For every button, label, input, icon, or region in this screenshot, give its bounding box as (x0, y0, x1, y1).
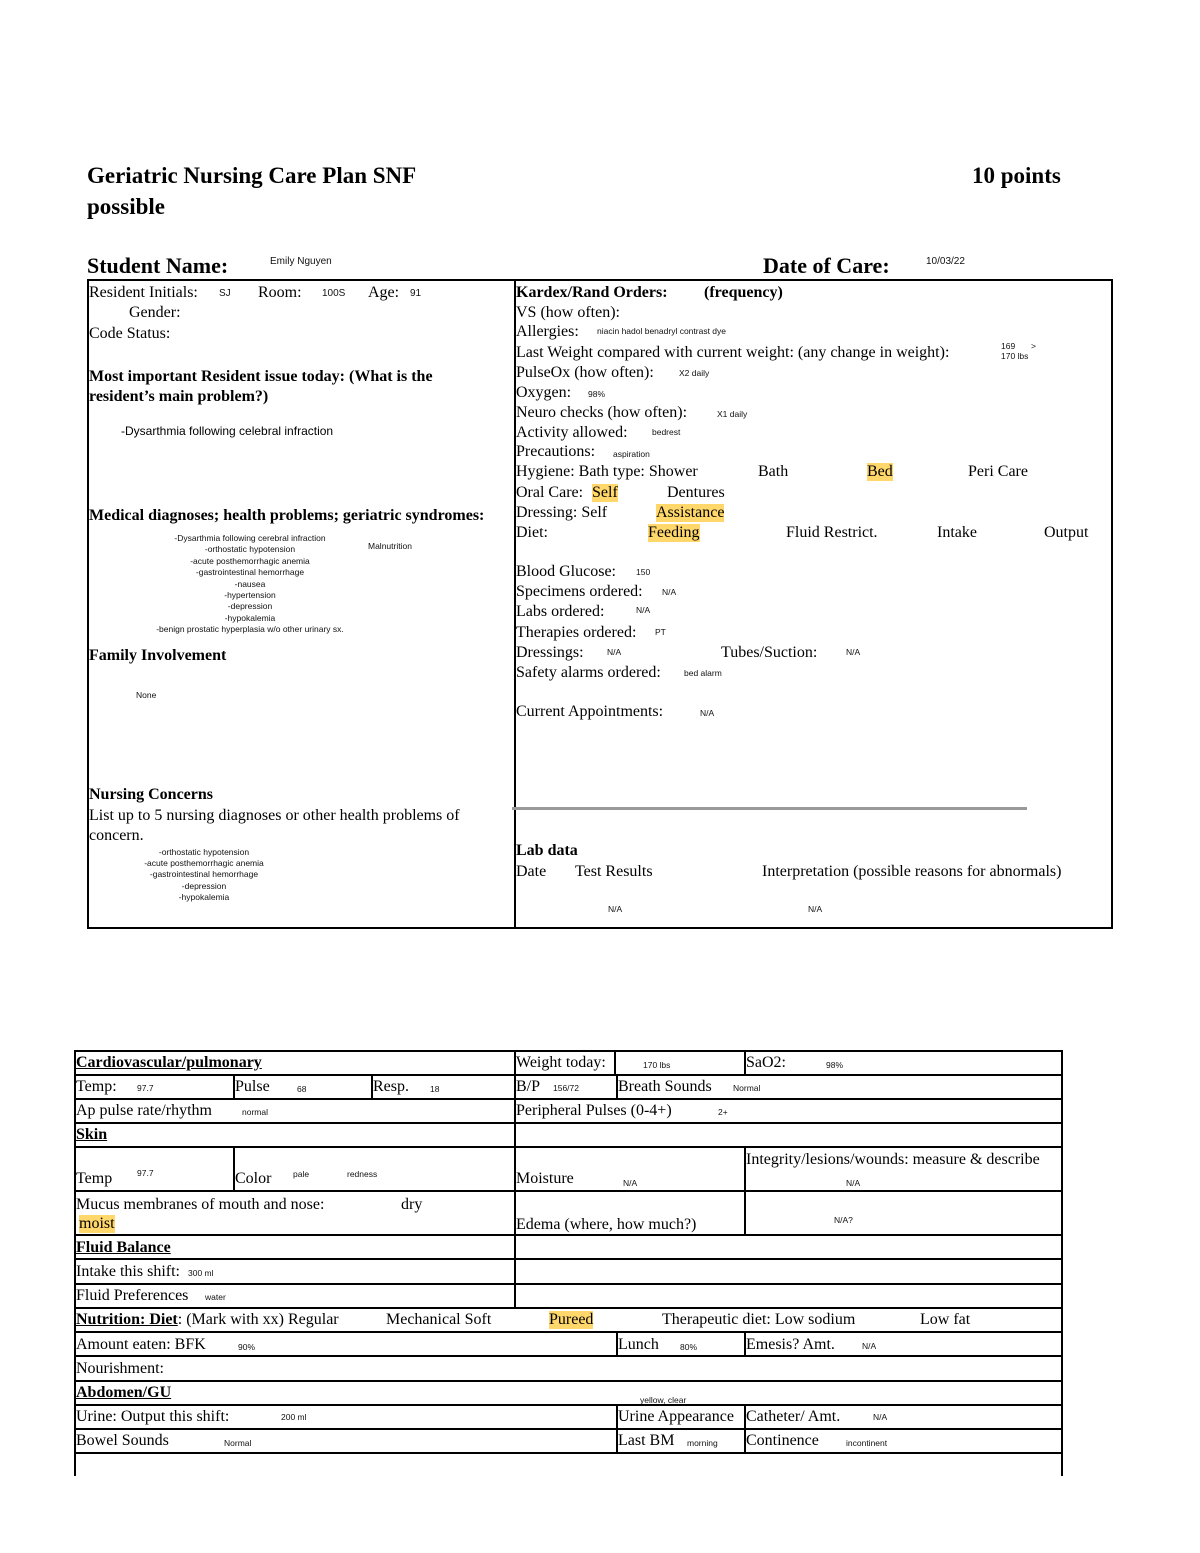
list-item: -nausea (234, 578, 266, 589)
nursing-concerns-desc: List up to 5 nursing diagnoses or other health problems of concern. (89, 807, 460, 844)
nursing-concerns-heading: Nursing Concerns (89, 786, 214, 803)
allergies-value: niacin hadol benadryl contrast dye (597, 326, 726, 336)
list-item: -hypokalemia (178, 891, 230, 902)
skin-heading: Skin (76, 1126, 108, 1143)
breath-sounds-value: Normal (733, 1083, 761, 1093)
edema-label: Edema (where, how much?) (516, 1216, 697, 1233)
amount-eaten-label: Amount eaten: BFK (76, 1336, 206, 1353)
therapies-label: Therapies ordered: (516, 624, 637, 641)
page-title: Geriatric Nursing Care Plan SNF (87, 163, 417, 188)
family-involvement-heading: Family Involvement (89, 647, 227, 664)
student-name-label: Student Name: (87, 253, 229, 278)
neuro-checks-value: X1 daily (717, 409, 748, 419)
list-item: -benign prostatic hyperplasia w/o other urinary sx. (156, 624, 344, 635)
list-item: -Dysarthmia following cerebral infraction (174, 533, 326, 543)
lab-test-results-header: Test Results (575, 863, 653, 880)
weight-arrow: > (1031, 341, 1036, 351)
sao2-label: SaO2: (746, 1054, 786, 1071)
diet-fluid-restrict: Fluid Restrict. (786, 524, 878, 541)
pulseox-label: PulseOx (how often): (516, 364, 654, 381)
lunch-value: 80% (680, 1342, 698, 1352)
diet-feeding: Feeding (648, 524, 700, 541)
diet-output: Output (1044, 524, 1089, 541)
main-issue-value: -Dysarthmia following celebral infraction (121, 424, 334, 438)
allergies-label: Allergies: (516, 323, 579, 340)
specimens-label: Specimens ordered: (516, 583, 643, 600)
pulse-value: 68 (297, 1084, 307, 1094)
list-item: -orthostatic hypotension (204, 544, 296, 555)
bowel-sounds-label: Bowel Sounds (76, 1432, 169, 1449)
dressings-label: Dressings: (516, 644, 584, 661)
urine-appearance-note: yellow, clear (640, 1395, 687, 1405)
cardio-heading: Cardiovascular/pulmonary (76, 1054, 262, 1071)
emesis-value: N/A (862, 1341, 877, 1351)
blood-glucose-value: 150 (636, 567, 651, 577)
resident-initials-label: Resident Initials: (89, 284, 198, 301)
temp-value: 97.7 (137, 1083, 154, 1093)
malnutrition-note: Malnutrition (368, 541, 412, 551)
color-value-redness: redness (347, 1169, 378, 1179)
ap-pulse-value: normal (242, 1107, 268, 1117)
bp-label: B/P (516, 1078, 541, 1095)
list-item: -gastrointestinal hemorrhage (195, 567, 305, 578)
nutrition-diet-label: Nutrition: Diet (76, 1311, 178, 1328)
color-label: Color (235, 1170, 272, 1187)
pulseox-value: X2 daily (679, 368, 710, 378)
list-item: -depression (181, 880, 227, 891)
bp-value: 156/72 (553, 1083, 579, 1093)
continence-label: Continence (746, 1432, 819, 1449)
safety-alarms-value: bed alarm (684, 668, 722, 678)
breath-sounds-label: Breath Sounds (618, 1078, 712, 1095)
list-item: -acute posthemorrhagic anemia (190, 555, 310, 566)
therapies-value: PT (655, 627, 666, 637)
lab-date-header: Date (516, 863, 547, 880)
skin-temp-label: Temp (76, 1170, 113, 1187)
specimens-value: N/A (662, 587, 677, 597)
fluid-balance-heading: Fluid Balance (76, 1239, 171, 1256)
room-label: Room: (258, 284, 302, 301)
hygiene-bed: Bed (867, 463, 893, 480)
resp-label: Resp. (373, 1078, 409, 1095)
nutrition-mechanical-soft: Mechanical Soft (386, 1311, 492, 1328)
labs-ordered-value: N/A (636, 605, 651, 615)
dressing-assistance: Assistance (656, 504, 725, 521)
medical-diagnoses-heading: Medical diagnoses; health problems; geriatric syndromes: (89, 507, 485, 524)
lunch-label: Lunch (618, 1336, 659, 1353)
oral-care-label: Oral Care: (516, 484, 584, 501)
oral-care-dentures: Dentures (667, 484, 725, 501)
appointments-label: Current Appointments: (516, 703, 664, 720)
medical-diagnoses-list (100, 533, 400, 636)
catheter-value: N/A (873, 1412, 888, 1422)
sao2-value: 98% (826, 1060, 844, 1070)
gender-label: Gender: (129, 304, 181, 321)
peripheral-pulses-value: 2+ (718, 1107, 728, 1117)
emesis-label: Emesis? Amt. (746, 1336, 835, 1353)
integrity-label: Integrity/lesions/wounds: measure & describe (746, 1151, 1040, 1168)
continence-value: incontinent (846, 1438, 888, 1448)
age-value: 91 (410, 288, 422, 299)
urine-output-label: Urine: Output this shift: (76, 1408, 230, 1425)
page-title-cont: possible (87, 194, 165, 219)
last-weight-label: Last Weight compared with current weight: (any change in weight): (516, 344, 950, 361)
tubes-suction-label: Tubes/Suction: (721, 644, 818, 661)
appointments-value: N/A (700, 708, 715, 718)
code-status-label: Code Status: (89, 325, 171, 342)
oxygen-label: Oxygen: (516, 384, 572, 401)
precautions-label: Precautions: (516, 443, 596, 460)
activity-value: bedrest (652, 427, 681, 437)
lab-interpretation-value: N/A (808, 904, 823, 914)
moisture-value: N/A (623, 1178, 638, 1188)
moisture-label: Moisture (516, 1170, 574, 1187)
urine-appearance-label: Urine Appearance (618, 1408, 734, 1425)
kardex-heading: Kardex/Rand Orders: (516, 284, 668, 301)
mucus-moist: moist (79, 1215, 115, 1232)
room-value: 100S (322, 288, 346, 299)
list-item: -depression (227, 601, 273, 612)
intake-shift-label: Intake this shift: (76, 1263, 180, 1280)
resident-initials-value: SJ (219, 288, 231, 299)
last-weight-value: 169 (1001, 341, 1016, 351)
fluid-preferences-label: Fluid Preferences (76, 1287, 189, 1304)
last-bm-value: morning (687, 1438, 718, 1448)
nutrition-therapeutic: Therapeutic diet: Low sodium (662, 1311, 856, 1328)
temp-label: Temp: (76, 1078, 117, 1095)
diet-label: Diet: (516, 524, 548, 541)
weight-today-label: Weight today: (516, 1054, 606, 1071)
age-label: Age: (368, 284, 400, 301)
student-name-value: Emily Nguyen (270, 256, 332, 267)
date-of-care-value: 10/03/22 (926, 256, 965, 267)
urine-output-value: 200 ml (281, 1412, 307, 1422)
lab-data-heading: Lab data (516, 842, 578, 859)
points-label: 10 points (972, 163, 1061, 188)
intake-shift-value: 300 ml (188, 1268, 214, 1278)
kardex-frequency: (frequency) (704, 284, 783, 301)
mucus-dry: dry (401, 1196, 423, 1213)
family-involvement-value: None (136, 690, 157, 700)
mucus-membranes-label: Mucus membranes of mouth and nose: (76, 1196, 325, 1213)
list-item: -orthostatic hypotension (158, 847, 250, 857)
list-item: -acute posthemorrhagic anemia (144, 858, 264, 869)
list-item: -hypokalemia (224, 612, 276, 623)
ap-pulse-label: Ap pulse rate/rhythm (76, 1102, 212, 1119)
amount-eaten-value: 90% (238, 1342, 256, 1352)
blood-glucose-label: Blood Glucose: (516, 563, 616, 580)
safety-alarms-label: Safety alarms ordered: (516, 664, 661, 681)
list-item: -gastrointestinal hemorrhage (149, 869, 259, 880)
list-item: -hypertension (224, 590, 276, 601)
peripheral-pulses-label: Peripheral Pulses (0-4+) (516, 1102, 672, 1119)
edema-value: N/A? (834, 1215, 853, 1225)
main-issue-heading: Most important Resident issue today: (What is the resident’s main problem?) (89, 368, 433, 405)
dressings-value: N/A (607, 647, 622, 657)
hygiene-peri-care: Peri Care (968, 463, 1028, 480)
nourishment-label: Nourishment: (76, 1360, 164, 1377)
nutrition-low-fat: Low fat (920, 1311, 971, 1328)
last-bm-label: Last BM (618, 1432, 675, 1449)
nutrition-diet-regular: : (Mark with xx) Regular (177, 1311, 339, 1328)
fluid-preferences-value: water (205, 1292, 226, 1302)
resp-value: 18 (430, 1084, 440, 1094)
precautions-value: aspiration (613, 449, 650, 459)
abdomen-gu-heading: Abdomen/GU (76, 1384, 172, 1401)
lab-interpretation-header: Interpretation (possible reasons for abnormals) (762, 863, 1062, 880)
activity-label: Activity allowed: (516, 424, 628, 441)
skin-temp-value: 97.7 (137, 1168, 154, 1178)
dressing-label: Dressing: Self (516, 504, 608, 521)
labs-ordered-label: Labs ordered: (516, 603, 605, 620)
vs-label: VS (how often): (516, 304, 620, 321)
diet-intake: Intake (937, 524, 977, 541)
oxygen-value: 98% (588, 389, 606, 399)
date-of-care-label: Date of Care: (763, 253, 890, 278)
lab-result-value: N/A (608, 904, 623, 914)
kardex-divider (512, 807, 1027, 810)
catheter-label: Catheter/ Amt. (746, 1408, 841, 1425)
bowel-sounds-value: Normal (224, 1438, 252, 1448)
nursing-concerns-list (104, 847, 304, 903)
integrity-value: N/A (846, 1178, 861, 1188)
hygiene-label: Hygiene: Bath type: Shower (516, 463, 698, 480)
pulse-label: Pulse (235, 1078, 270, 1095)
oral-care-self: Self (592, 484, 618, 501)
color-value-pale: pale (293, 1169, 310, 1179)
nutrition-diet-row (76, 1311, 339, 1329)
hygiene-bath: Bath (758, 463, 789, 480)
tubes-suction-value: N/A (846, 647, 861, 657)
weight-today-value: 170 lbs (643, 1060, 671, 1070)
neuro-checks-label: Neuro checks (how often): (516, 404, 688, 421)
current-weight-value: 170 lbs (1001, 351, 1029, 361)
nutrition-pureed: Pureed (549, 1311, 594, 1328)
